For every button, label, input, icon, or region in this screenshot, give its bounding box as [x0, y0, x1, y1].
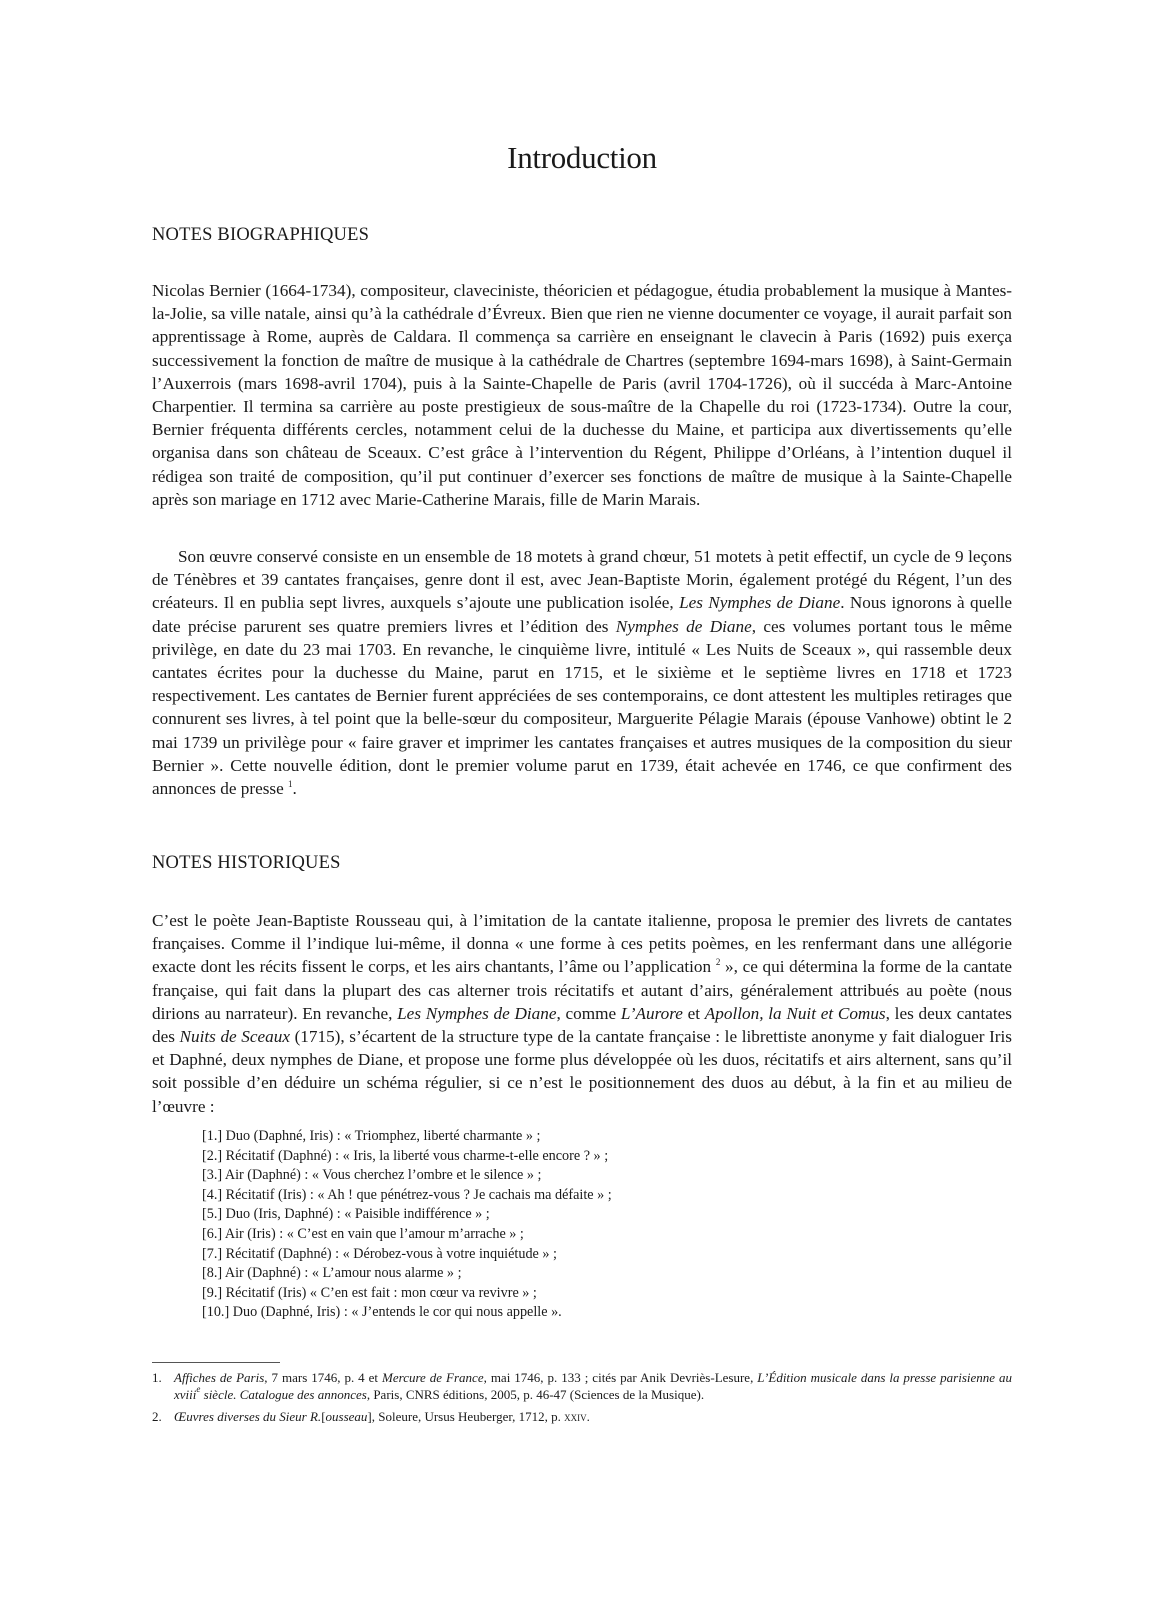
text-run: , 7 mars 1746, p. 4 et [264, 1370, 383, 1385]
italic-title: L’Aurore [620, 1003, 683, 1023]
list-item: [9.] Récitatif (Iris) « C’en est fait : mon cœur va revivre » ; [202, 1284, 537, 1301]
italic-title: Les Nymphes de Diane [397, 1003, 557, 1023]
footnote-divider [152, 1362, 280, 1363]
footnote-number: 1. [152, 1370, 162, 1385]
list-item: [8.] Air (Daphné) : « L’amour nous alarme » ; [202, 1265, 462, 1282]
list-item: [5.] Duo (Iris, Daphné) : « Paisible indifférence » ; [202, 1206, 490, 1223]
text-run: , mai 1746, p. 133 ; cités par Anik Devriès-Lesure, [483, 1370, 758, 1385]
text-run: . [586, 1409, 590, 1424]
text-run: [ [321, 1409, 326, 1424]
movement-list [202, 1127, 612, 1323]
list-item: [6.] Air (Iris) : « C’est en vain que l’amour m’arrache » ; [202, 1225, 524, 1242]
footnote-text [174, 1409, 1012, 1426]
footnotes [152, 1370, 1012, 1432]
text-run: L’Édition musicale dans la presse parisienne au xviii [174, 1370, 1013, 1402]
paragraph-history [152, 909, 1012, 1118]
list-item: [2.] Récitatif (Daphné) : « Iris, la liberté vous charme-t-elle encore ? » ; [202, 1147, 609, 1164]
text-run: , ces volumes portant tous le même privilège, en date du 23 mai 1703. En revanche, le cinquième livre, intitulé « Les Nuits de Sceaux », qui rassemble deux cantates écrites pour la duchesse du Maine, parut en 1715, et le sixième et le septième livres en 1718 et 1723 respectivement. Les cantates de Bernier furent appréciées de ses contemporains, ce dont attestent les multiples retirages que connurent ses livres, à tel point que la belle-sœur du compositeur, Marguerite Pélagie Marais (épouse Vanhowe) obtint le 2 mai 1739 un privilège pour « faire graver et imprimer les cantates françaises et autres musiques de la composition du sieur Bernier ». Cette nouvelle édition, dont le premier volume parut en 1739, était achevée en 1746, ce que confirment des annonces de presse [152, 616, 1012, 799]
italic-title: Nymphes de Diane [615, 616, 752, 636]
italic-title: Nuits de Sceaux [179, 1027, 290, 1047]
list-item: [7.] Récitatif (Daphné) : « Dérobez-vous à votre inquiétude » ; [202, 1245, 557, 1262]
italic-title: Mercure de France [382, 1370, 484, 1385]
text-run: , Paris, CNRS éditions, 2005, p. 46-47 (Sciences de la Musique). [366, 1386, 705, 1402]
text-run: Son œuvre conservé consiste en un ensemble de 18 motets à grand chœur, 51 motets à petit effectif, un cycle de 9 leçons de Ténèbres et 39 cantates françaises, genre dont il est, avec Jean-Baptiste Morin, également protégé du Régent, l’un des créateurs. Il en publia sept livres, auxquels s’ajoute une publication isolée, [152, 547, 1012, 613]
text-run: , comme [556, 1003, 621, 1023]
italic-title: ousseau [325, 1409, 368, 1424]
text-run: ], Soleure, Ursus Heuberger, 1712, p. [367, 1409, 565, 1424]
small-caps-text: xxiv [564, 1409, 587, 1424]
footnote-2 [152, 1409, 1012, 1426]
footnote-text [174, 1370, 1012, 1403]
text-run: siècle. Catalogue des annonces [200, 1386, 367, 1402]
text-run: », ce qui détermina la forme de la cantate française, qui fait dans la plupart des cas alterner trois récitatifs et autant d’airs, généralement attribués au poète (nous dirions au narrateur). En revanche, [152, 957, 1013, 1023]
list-item: [3.] Air (Daphné) : « Vous cherchez l’ombre et le silence » ; [202, 1167, 542, 1184]
text-run: . [292, 779, 297, 799]
paragraph-works [152, 545, 1012, 800]
page-title: Introduction [507, 140, 657, 175]
superscript: e [196, 1383, 201, 1394]
italic-title: Les Nymphes de Diane [679, 593, 841, 613]
text-run: . Nous ignorons à quelle date précise parurent ses quatre premiers livres et l’édition des [152, 593, 1012, 636]
footnote-reference[interactable]: 1 [288, 779, 293, 790]
paragraph-biography: Nicolas Bernier (1664-1734), compositeur, claveciniste, théoricien et pédagogue, étudia probablement la musique à Mantes-la-Jolie, sa ville natale, ainsi qu’à la cathédrale d’Évreux. Bien que rien ne vienne documenter ce voyage, il aurait parfait son apprentissage à Rome, auprès de Caldara. Il commença sa carrière en enseignant le clavecin à Paris (1692) puis exerça successivement la fonction de maître de musique à la cathédrale de Chartres (septembre 1694-mars 1698), à Saint-Germain l’Auxerrois (mars 1698-avril 1704), puis à la Sainte-Chapelle de Paris (avril 1704-1726), où il succéda à Marc-Antoine Charpentier. Il termina sa carrière au poste prestigieux de sous-maître de la Chapelle du roi (1723-1734). Outre la cour, Bernier fréquenta différents cercles, notamment celui de la duchesse du Maine, et participa aux divertissements qu’elle organisa dans son château de Sceaux. C’est grâce à l’intervention du Régent, Philippe d’Orléans, à l’intention duquel il rédigea son traité de composition, qu’il put continuer d’exercer ses fonctions de maître de musique à la Sainte-Chapelle après son mariage en 1712 avec Marie-Catherine Marais, fille de Marin Marais. [152, 281, 1012, 509]
list-item: [1.] Duo (Daphné, Iris) : « Triomphez, liberté charmante » ; [202, 1128, 541, 1144]
italic-title: Œuvres diverses du Sieur R. [174, 1409, 322, 1424]
italic-title: Apollon, la Nuit et Comus [704, 1003, 886, 1023]
list-item: [4.] Récitatif (Iris) : « Ah ! que pénétrez-vous ? Je cachais ma défaite » ; [202, 1186, 612, 1203]
italic-title: Affiches de Paris [174, 1370, 265, 1385]
text-run: (1715), s’écartent de la structure type de la cantate française : le librettiste anonyme y fait dialoguer Iris et Daphné, deux nymphes de Diane, et propose une forme plus développée où les duos, récitatifs et airs alternent, sans qu’il soit possible d’en déduire un schéma régulier, si ce n’est le positionnement des duos au début, à la fin et au milieu de l’œuvre : [152, 1027, 1012, 1116]
section-heading-biographical-notes: NOTES BIOGRAPHIQUES [152, 225, 370, 245]
footnote-number: 2. [152, 1409, 162, 1424]
list-item: [10.] Duo (Daphné, Iris) : « J’entends le cor qui nous appelle ». [202, 1304, 562, 1321]
text-run: et [682, 1003, 705, 1023]
footnote-reference[interactable]: 2 [715, 957, 721, 968]
text-run: , les deux cantates des [152, 1003, 1012, 1047]
footnote-1 [152, 1370, 1012, 1403]
text-run: C’est le poète Jean-Baptiste Rousseau qui, à l’imitation de la cantate italienne, proposa le premier des livrets de cantates françaises. Comme il l’indique lui-même, il donna « une forme à ces petits poèmes, en les renfermant dans une allégorie exacte dont les récits fissent le corps, et les airs chantants, l’âme ou l’application [152, 911, 1012, 977]
section-heading-historical-notes: NOTES HISTORIQUES [152, 853, 341, 873]
